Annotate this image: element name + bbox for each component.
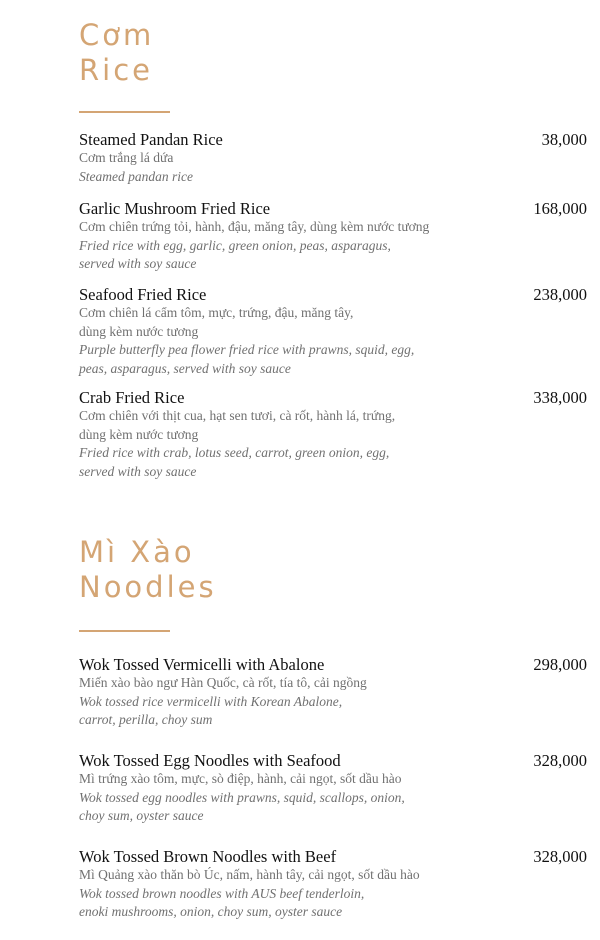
item-name: Wok Tossed Vermicelli with Abalone	[79, 655, 325, 674]
item-description-en	[79, 885, 509, 922]
description-line: Wok tossed rice vermicelli with Korean Abalone,	[79, 693, 343, 709]
section-title-en: Rice	[79, 53, 153, 87]
description-line: served with soy sauce	[79, 256, 197, 271]
description-line: served with soy sauce	[79, 463, 197, 479]
item-name: Steamed Pandan Rice	[79, 130, 223, 149]
item-name: Seafood Fried Rice	[79, 285, 207, 304]
description-line: peas, asparagus, served with soy sauce	[79, 360, 291, 376]
menu-item	[79, 388, 587, 481]
description-line: Cơm trắng lá dứa	[79, 150, 174, 165]
section-divider	[79, 111, 170, 113]
section-title-en: Noodles	[79, 570, 217, 604]
item-description-en	[79, 168, 509, 187]
item-price: 238,000	[533, 285, 587, 304]
item-price: 328,000	[533, 751, 587, 770]
item-description-en	[79, 789, 509, 826]
description-line: Wok tossed brown noodles with AUS beef tenderloin,	[79, 885, 365, 901]
item-description-en	[79, 341, 509, 378]
item-description-vi	[79, 674, 509, 693]
item-name: Wok Tossed Brown Noodles with Beef	[79, 847, 337, 866]
description-line: Mì trứng xào tôm, mực, sò điệp, hành, cải ngọt, sốt dầu hào	[79, 771, 402, 786]
item-description-vi	[79, 770, 509, 789]
description-line: dùng kèm nước tương	[79, 426, 199, 442]
item-price: 338,000	[533, 388, 587, 407]
section-title-noodles	[79, 535, 217, 605]
item-description-vi	[79, 407, 509, 444]
description-line: Mì Quảng xào thăn bò Úc, nấm, hành tây, cải ngọt, sốt dầu hào	[79, 867, 420, 882]
description-line: choy sum, oyster sauce	[79, 808, 204, 823]
item-price: 328,000	[533, 847, 587, 866]
item-name: Crab Fried Rice	[79, 388, 185, 407]
description-line: Cơm chiên lá cẩm tôm, mực, trứng, đậu, măng tây,	[79, 305, 354, 320]
description-line: Wok tossed egg noodles with prawns, squid, scallops, onion,	[79, 789, 405, 805]
item-description-vi	[79, 866, 509, 885]
item-description-vi	[79, 149, 509, 168]
item-name: Garlic Mushroom Fried Rice	[79, 199, 271, 218]
description-line: Cơm chiên trứng tỏi, hành, đậu, măng tây, dùng kèm nước tương	[79, 219, 430, 234]
menu-item	[79, 751, 587, 826]
description-line: Miến xào bào ngư Hàn Quốc, cà rốt, tía tô, cải ngồng	[79, 675, 367, 690]
description-line: carrot, perilla, choy sum	[79, 712, 213, 727]
menu-item	[79, 199, 587, 274]
item-price: 168,000	[533, 199, 587, 218]
section-divider	[79, 630, 170, 632]
section-title-rice	[79, 18, 154, 88]
item-price: 298,000	[533, 655, 587, 674]
item-description-en	[79, 444, 509, 481]
item-description-en	[79, 693, 509, 730]
menu-item	[79, 847, 587, 922]
description-line: Fried rice with crab, lotus seed, carrot, green onion, egg,	[79, 445, 390, 460]
description-line: Purple butterfly pea flower fried rice with prawns, squid, egg,	[79, 342, 415, 357]
menu-item	[79, 285, 587, 378]
description-line: enoki mushrooms, onion, choy sum, oyster sauce	[79, 904, 343, 919]
menu-item	[79, 130, 587, 186]
section-title-vi: Mì Xào	[79, 535, 195, 569]
item-description-vi	[79, 218, 509, 237]
item-price: 38,000	[541, 130, 587, 149]
description-line: Cơm chiên với thịt cua, hạt sen tươi, cà rốt, hành lá, trứng,	[79, 408, 396, 423]
description-line: Fried rice with egg, garlic, green onion, peas, asparagus,	[79, 237, 391, 253]
menu-item	[79, 655, 587, 730]
description-line: Steamed pandan rice	[79, 168, 193, 184]
item-description-vi	[79, 304, 509, 341]
description-line: dùng kèm nước tương	[79, 323, 199, 339]
item-description-en	[79, 237, 509, 274]
section-title-vi: Cơm	[79, 18, 155, 52]
item-name: Wok Tossed Egg Noodles with Seafood	[79, 751, 341, 770]
